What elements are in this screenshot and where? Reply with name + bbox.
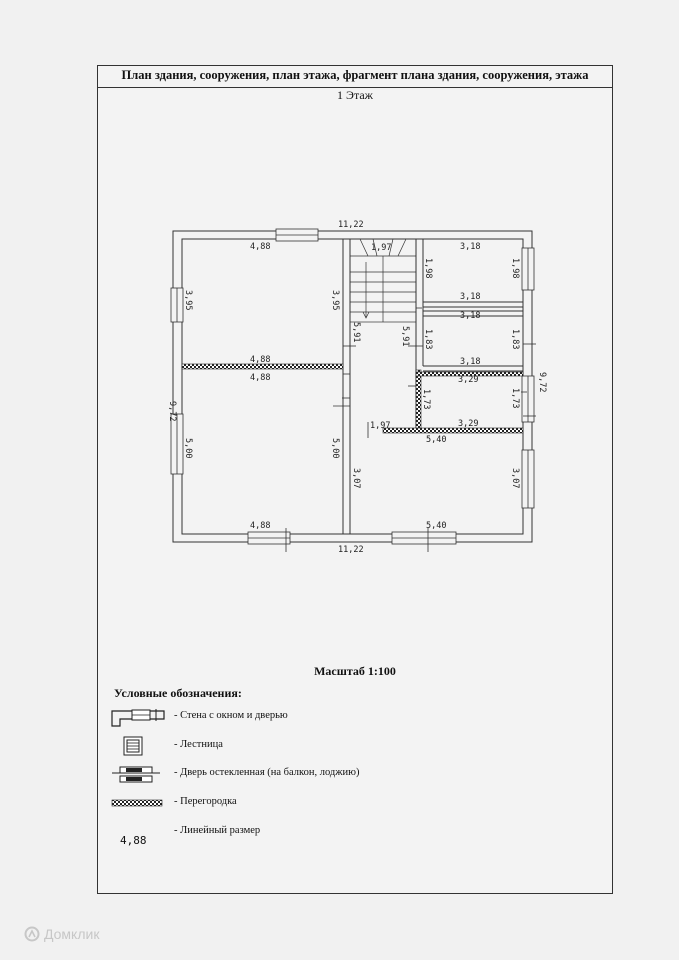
watermark	[24, 926, 99, 942]
dim-room2-right: 5,00	[330, 438, 340, 459]
dim-roomC-bottom: 3,29	[458, 419, 479, 429]
glazed-door-icon	[110, 764, 170, 784]
dimension-labels	[167, 220, 547, 555]
dim-right-overall: 9,72	[537, 372, 547, 393]
dim-roomD-bottom: 5,40	[426, 521, 447, 531]
dim-hall-left: 5,91	[351, 322, 361, 343]
outer-walls	[173, 231, 532, 542]
dim-roomD-left: 3,07	[351, 468, 361, 489]
legend-item-partition	[110, 793, 590, 813]
legend-item-wall	[110, 707, 590, 727]
legend-item-dimension	[110, 822, 590, 847]
stair-icon	[110, 736, 170, 756]
dim-roomB-left: 1,83	[423, 329, 433, 350]
dim-roomA-bottom: 3,18	[460, 292, 481, 302]
legend-label-dimension: - Линейный размер	[174, 825, 261, 836]
dim-room1-top: 4,88	[250, 242, 271, 252]
wall-window-door-icon	[110, 707, 170, 727]
plan-sheet	[97, 65, 613, 894]
dim-roomC-left: 1,73	[421, 389, 431, 410]
dim-roomA-left: 1,98	[423, 258, 433, 279]
dim-roomC-right: 1,73	[510, 388, 520, 409]
legend-item-glazed-door	[110, 764, 590, 784]
watermark-logo-icon	[24, 926, 40, 942]
dim-room1-left: 3,95	[183, 290, 193, 311]
floor-label: 1 Этаж	[337, 88, 373, 102]
dim-room1-right: 3,95	[330, 290, 340, 311]
legend-label-partition: - Перегородка	[174, 796, 237, 807]
legend-label-stair: - Лестница	[174, 739, 223, 750]
dim-roomD-top: 5,40	[426, 435, 447, 445]
dim-roomB-bottom: 3,18	[460, 357, 481, 367]
dim-roomC-top: 3,29	[458, 375, 479, 385]
sheet-title: План здания, сооружения, план этажа, фрагмент плана здания, сооружения, этажа	[98, 66, 612, 88]
windows	[171, 229, 534, 544]
dim-stair-width: 1,97	[371, 243, 392, 253]
legend-item-stair	[110, 736, 590, 756]
scale-label: Масштаб 1:100	[314, 664, 396, 678]
dim-room2-bottom: 4,88	[250, 521, 271, 531]
legend-title: Условные обозначения:	[114, 686, 242, 700]
dim-top-overall: 11,22	[338, 220, 364, 230]
dim-room2-top: 4,88	[250, 373, 271, 383]
dim-room2-left: 5,00	[183, 438, 193, 459]
dim-hall-right: 5,91	[400, 326, 410, 347]
dim-roomD-right: 3,07	[510, 468, 520, 489]
legend-label-wall: - Стена с окном и дверью	[174, 710, 288, 721]
inner-walls	[343, 239, 523, 534]
watermark-text: Домклик	[44, 926, 100, 942]
legend-label-glazed-door: - Дверь остекленная (на балкон, лоджию)	[174, 767, 360, 778]
dim-bottom-overall: 11,22	[338, 545, 364, 555]
partition-icon	[110, 793, 170, 813]
dim-hall-bottom: 1,97	[370, 421, 391, 431]
dim-roomB-top: 3,18	[460, 311, 481, 321]
dim-roomA-top: 3,18	[460, 242, 481, 252]
dim-roomA-right: 1,98	[510, 258, 520, 279]
dim-room1-bottom: 4,88	[250, 355, 271, 365]
linear-dimension-icon: 4,88	[120, 834, 147, 847]
dim-left-overall: 9,72	[167, 401, 177, 422]
dim-roomB-right: 1,83	[510, 329, 520, 350]
